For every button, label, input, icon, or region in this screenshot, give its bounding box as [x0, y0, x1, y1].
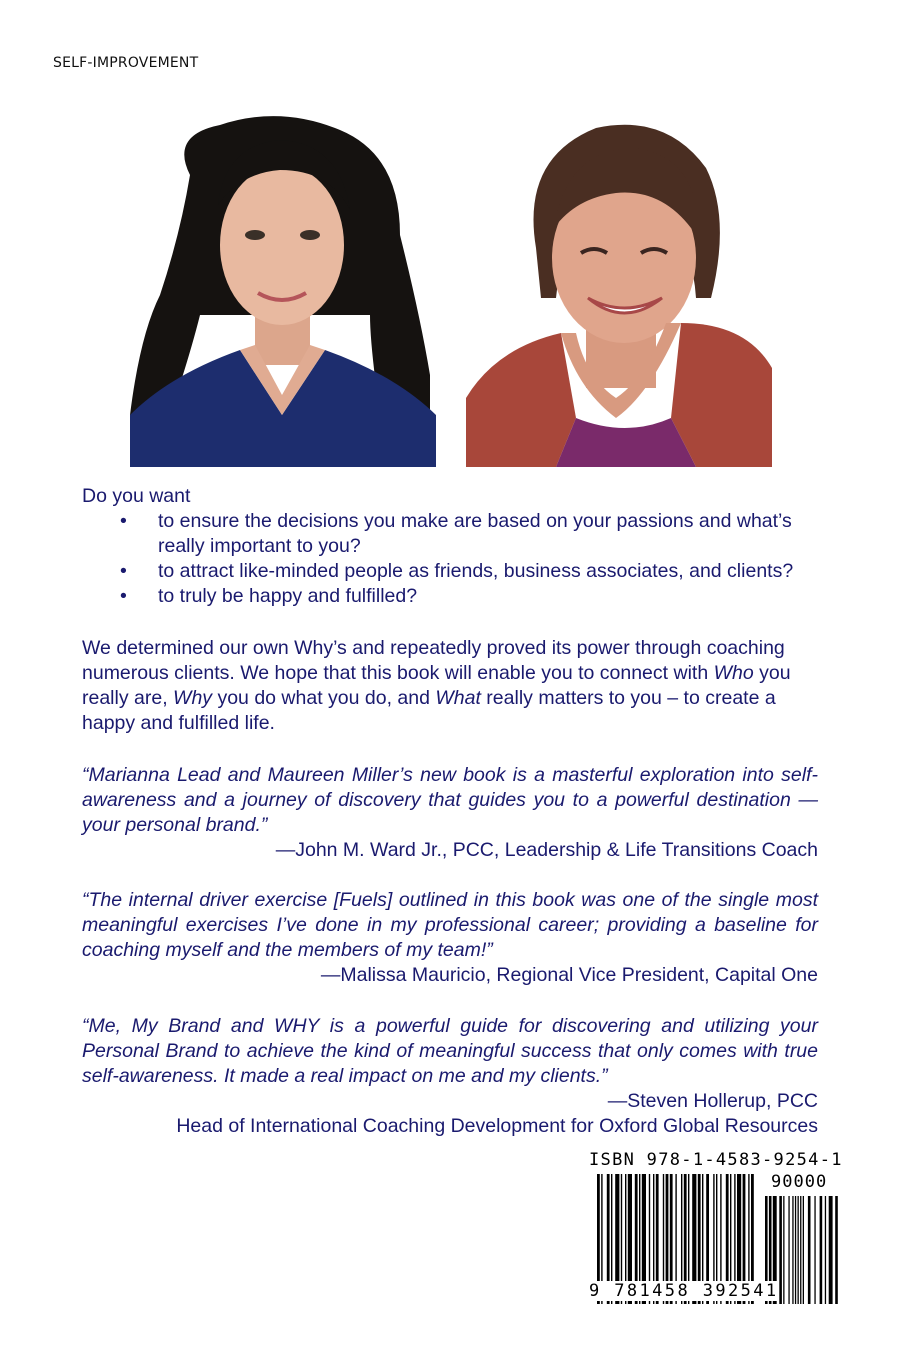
bullet-icon: • [120, 585, 127, 607]
ean-number: 9 781458 392541 [589, 1281, 779, 1301]
barcode-addon-bar [788, 1196, 789, 1304]
testimonial-quote: “Marianna Lead and Maureen Miller’s new book is a masterful exploration into self-awareness and a journey of discovery that guides you to a powerful destination — your personal brand.” [82, 764, 818, 836]
emphasis-why: Why [173, 687, 213, 709]
barcode-addon-bar [779, 1196, 782, 1304]
testimonial-attribution: —John M. Ward Jr., PCC, Leadership & Life Transitions Coach [275, 839, 818, 861]
isbn-number: ISBN 978-1-4583-9254-1 [589, 1150, 843, 1170]
barcode-addon-bar [783, 1196, 784, 1304]
body-text: you really are, [82, 662, 791, 709]
emphasis-who: Who [713, 662, 754, 684]
barcode-addon-bar [820, 1196, 823, 1304]
barcode-addon-bar [795, 1196, 796, 1304]
intro-bullet-list [82, 509, 818, 609]
list-item [82, 559, 818, 584]
barcode-addon-bar [792, 1196, 793, 1304]
testimonial-quote: “The internal driver exercise [Fuels] outlined in this book was one of the single most meaningful exercises I’ve done in my professional career; providing a baseline for coaching myself and the members of my team!” [82, 889, 818, 961]
category-label: SELF-IMPROVEMENT [53, 55, 199, 71]
intro-lead: Do you want [82, 485, 191, 507]
body-paragraph [82, 636, 818, 736]
list-item [82, 509, 818, 559]
barcode-addon-bar [803, 1196, 804, 1304]
emphasis-what: What [435, 687, 481, 709]
body-text: We determined our own Why’s and repeatedly proved its power through coaching numerous clients. We hope that this book will enable you to connect with [82, 637, 785, 684]
barcode-addon-bar [829, 1196, 833, 1304]
barcode-addon-bar [798, 1196, 799, 1304]
testimonial-attribution-title: Head of International Coaching Development for Oxford Global Resources [176, 1115, 818, 1137]
bullet-icon: • [120, 560, 127, 582]
barcode-addon-bar [825, 1196, 826, 1304]
testimonial-3 [82, 1014, 818, 1139]
barcode-addon-bar [814, 1196, 815, 1304]
testimonial-quote: “Me, My Brand and WHY is a powerful guide for discovering and utilizing your Personal Brand to achieve the kind of meaningful success that only comes with true self-awareness. It made a real impact on me and my clients.” [82, 1015, 818, 1087]
bullet-icon: • [120, 510, 127, 532]
price-code: 90000 [771, 1172, 828, 1192]
list-item [82, 584, 818, 609]
author-photo-marianna [130, 115, 436, 467]
body-text: you do what you do, and [212, 687, 436, 709]
intro-section [82, 484, 818, 609]
testimonial-attribution: —Steven Hollerup, PCC [607, 1090, 818, 1112]
author-photo-maureen [466, 118, 772, 467]
testimonial-attribution: —Malissa Mauricio, Regional Vice President, Capital One [320, 964, 818, 986]
barcode-addon-bar [835, 1196, 838, 1304]
barcode-addon-bar [808, 1196, 811, 1304]
bullet-text: to ensure the decisions you make are based on your passions and what’s really important to you? [158, 510, 792, 557]
testimonial-1 [82, 763, 818, 863]
bullet-text: to attract like-minded people as friends, business associates, and clients? [158, 560, 794, 582]
barcode-addon-bar [800, 1196, 801, 1304]
body-text: really matters to you – to create a happy and fulfilled life. [82, 687, 776, 734]
bullet-text: to truly be happy and fulfilled? [158, 585, 418, 607]
testimonial-2 [82, 888, 818, 988]
